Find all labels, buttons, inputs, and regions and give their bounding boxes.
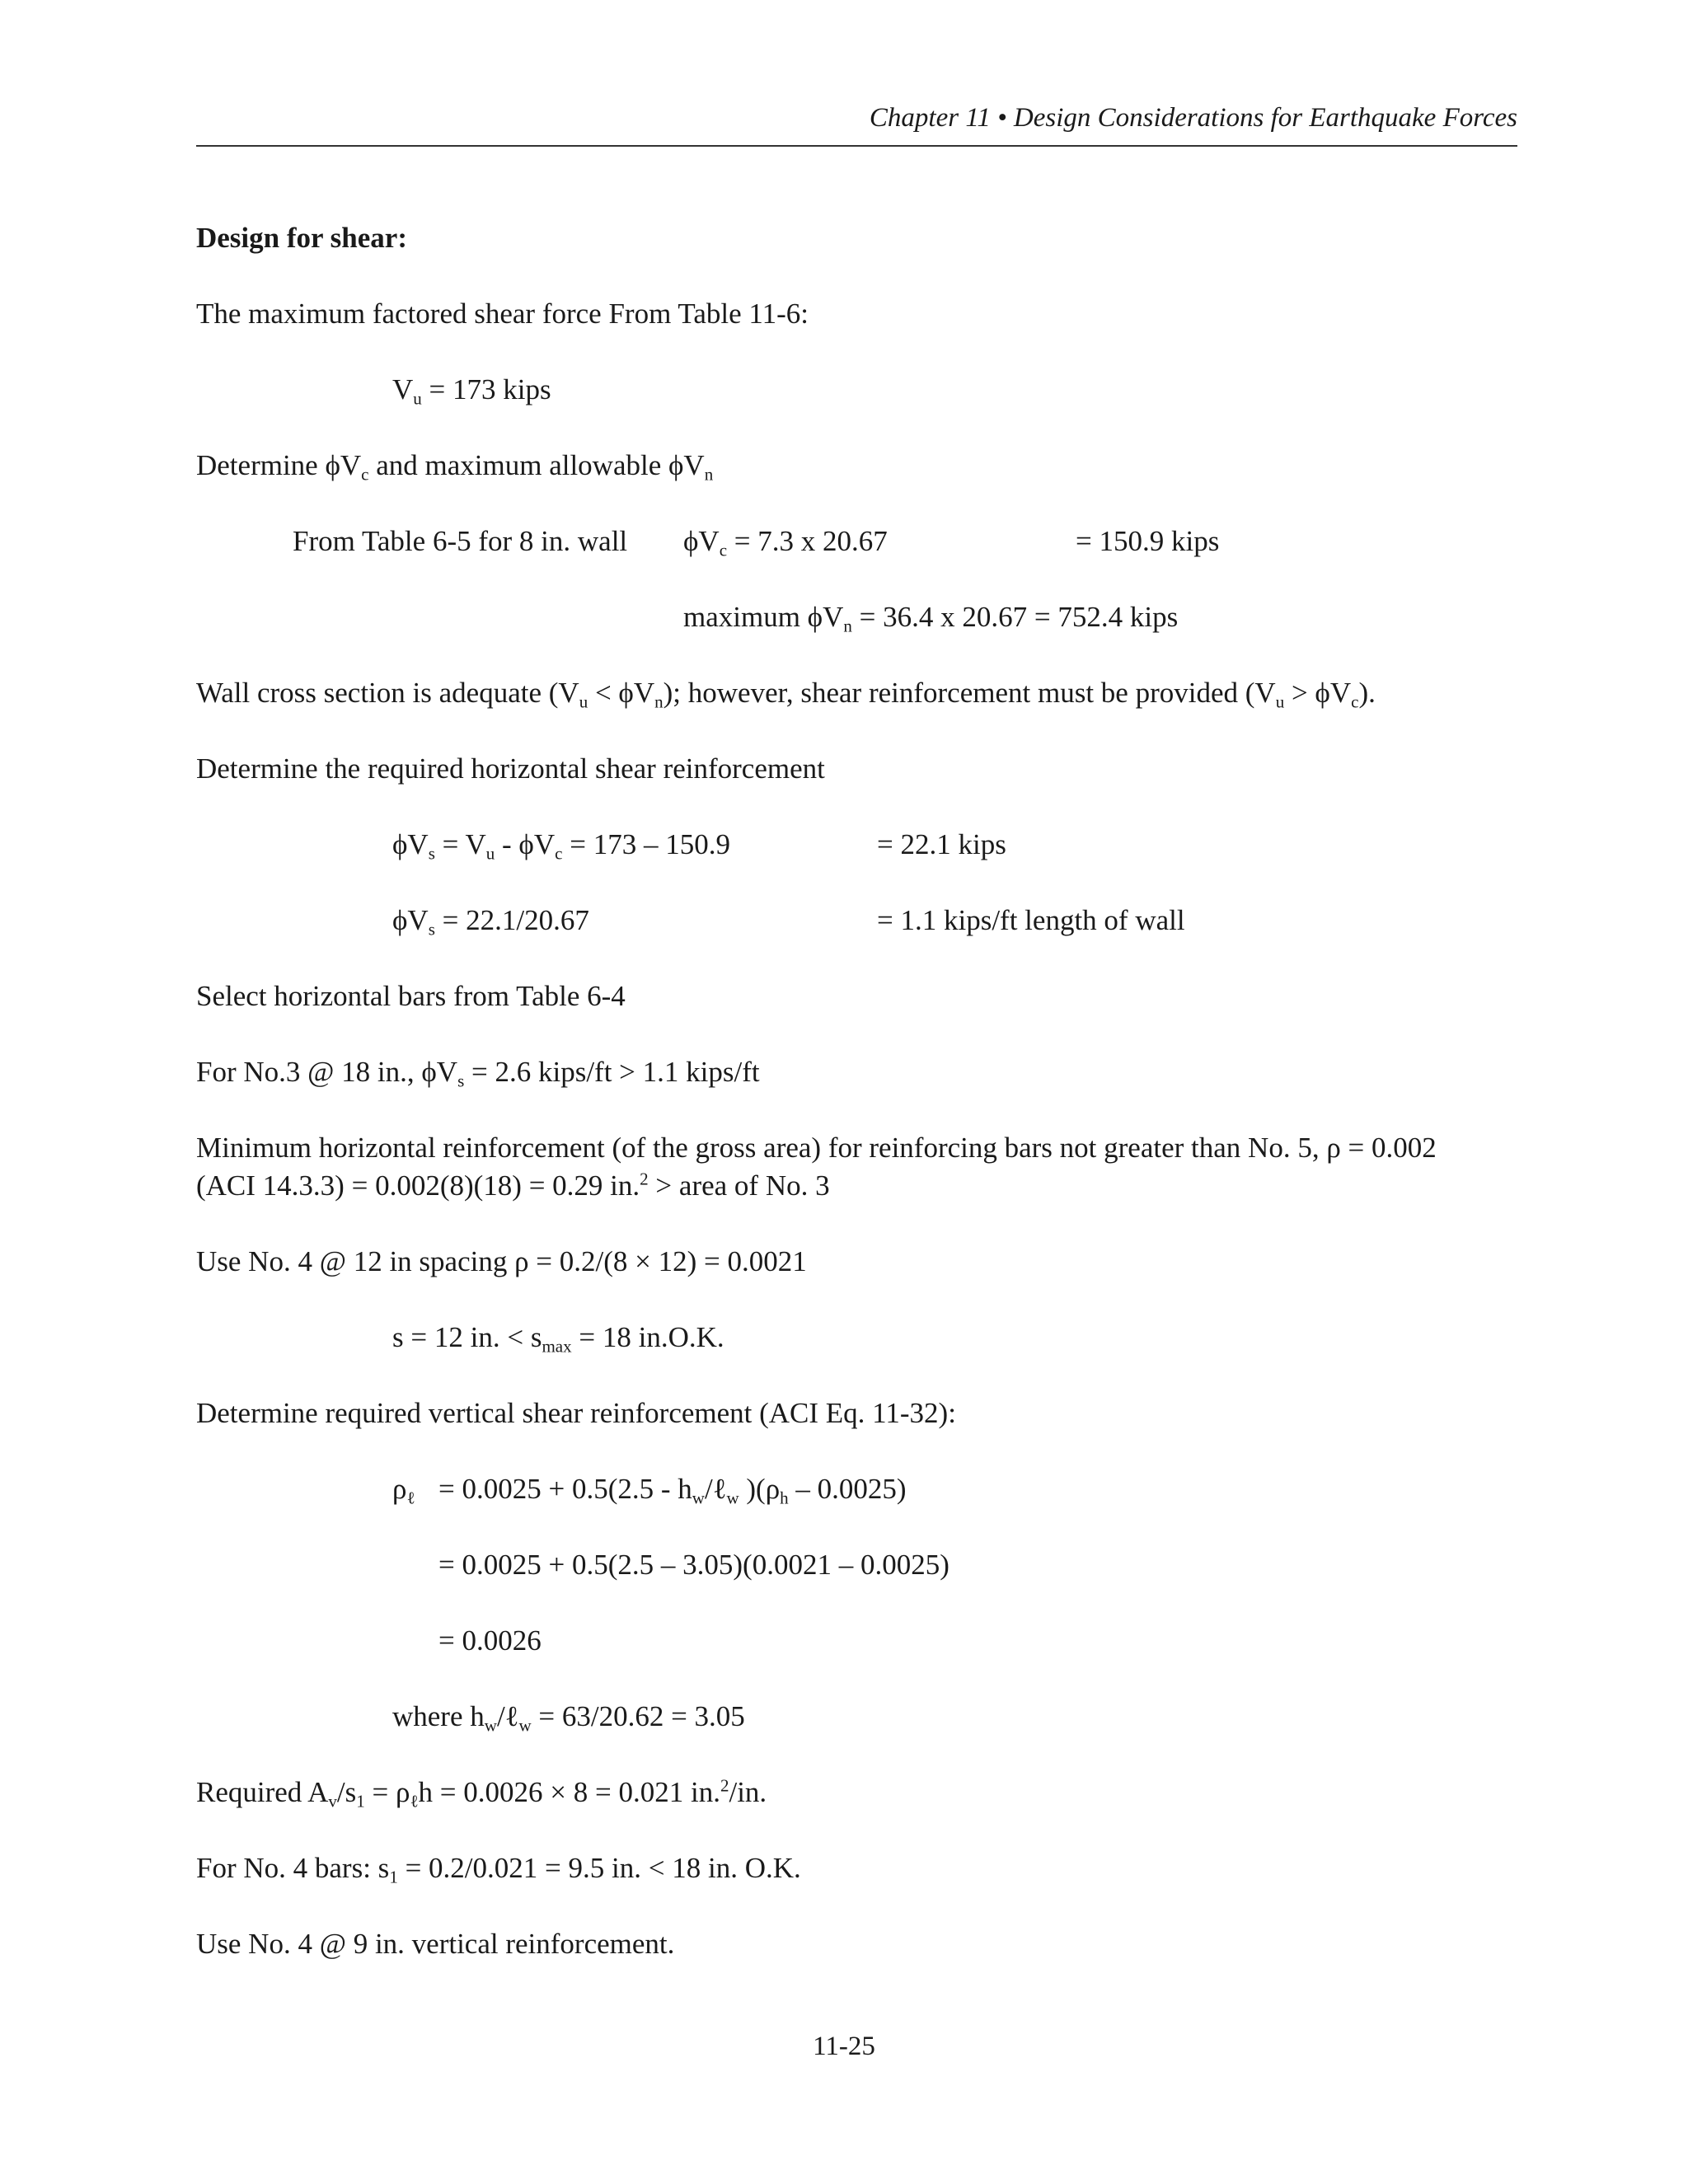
vu-intro: The maximum factored shear force From Table 11-6:: [196, 298, 809, 330]
min-horizontal-line2: (ACI 14.3.3) = 0.002(8)(18) = 0.29 in.$^2$ > area of No. 3: [196, 1169, 830, 1202]
rho-symbol: $\rho_\ell$: [392, 1473, 415, 1508]
select-bars: Select horizontal bars from Table 6-4: [196, 980, 626, 1012]
determine-horizontal: Determine the required horizontal shear reinforcement: [196, 752, 825, 785]
phivc-expression: $\phi V_c = 7.3$ x 20.67: [683, 525, 888, 560]
no3-check: For No.3 @ 18 in., $\phi V_s = 2.6$ kips/ft > 1.1 kips/ft: [196, 1056, 760, 1091]
use-no4-spacing: Use No. 4 @ 12 in spacing ρ = 0.2/(8 × 12) = 0.0021: [196, 1245, 807, 1277]
section-heading: Design for shear:: [196, 222, 407, 254]
page-number: 11-25: [813, 2032, 875, 2061]
determine-phivc: Determine $\phi V_c$ and maximum allowable $\phi V_n$: [196, 449, 714, 485]
required-av: Required $A_v/s_1 = \rho_\ell h = 0.0026 \times 8 = 0.021$ in.$^2$/in.: [196, 1775, 767, 1811]
header-rule: [196, 145, 1517, 147]
phivs-equation-2: $\phi V_s = 22.1/20.67$: [392, 904, 589, 940]
rho-equation-2: = 0.0025 + 0.5(2.5 – 3.05)(0.0021 – 0.0025): [438, 1549, 950, 1581]
spacing-check: s = 12 in. < $s_{max} = 18$ in.O.K.: [392, 1321, 724, 1357]
table65-label: From Table 6-5 for 8 in. wall: [293, 525, 628, 557]
phivs-equation-1: $\phi V_s = V_u - \phi V_c = 173 - 150.9$: [392, 828, 730, 864]
determine-vertical: Determine required vertical shear reinforcement (ACI Eq. 11-32):: [196, 1397, 956, 1429]
phivs-result-2: = 1.1 kips/ft length of wall: [877, 904, 1185, 936]
min-horizontal-line1: Minimum horizontal reinforcement (of the gross area) for reinforcing bars not greater than No. 5, ρ = 0.002: [196, 1132, 1437, 1164]
phivc-result: = 150.9 kips: [1076, 525, 1220, 557]
where-ratio: where $h_w/\ell_w = 63/20.62 = 3.05$: [392, 1700, 745, 1736]
rho-equation-1: = $0.0025 + 0.5(2.5 - h_w/\ell_w$ )$(\rho_h - 0.0025)$: [438, 1473, 907, 1508]
phivs-result-1: = 22.1 kips: [877, 828, 1006, 860]
max-phivn: maximum $\phi V_n = 36.4$ x 20.67 = 752.4 kips: [683, 601, 1179, 636]
use-vertical: Use No. 4 @ 9 in. vertical reinforcement.: [196, 1928, 675, 1960]
vu-equation: $V_u = 173$ kips: [392, 373, 551, 409]
running-header: Chapter 11 • Design Considerations for Earthquake Forces: [869, 103, 1517, 133]
wall-adequate: Wall cross section is adequate $(V_u < \phi V_n)$; however, shear reinforcement must be provided $(V_u > \phi V_c)$.: [196, 677, 1376, 712]
rho-equation-3: = 0.0026: [438, 1624, 542, 1657]
no4-bars-check: For No. 4 bars: $s_1 = 0.2/0.021 = 9.5$ in. < 18 in. O.K.: [196, 1852, 801, 1887]
